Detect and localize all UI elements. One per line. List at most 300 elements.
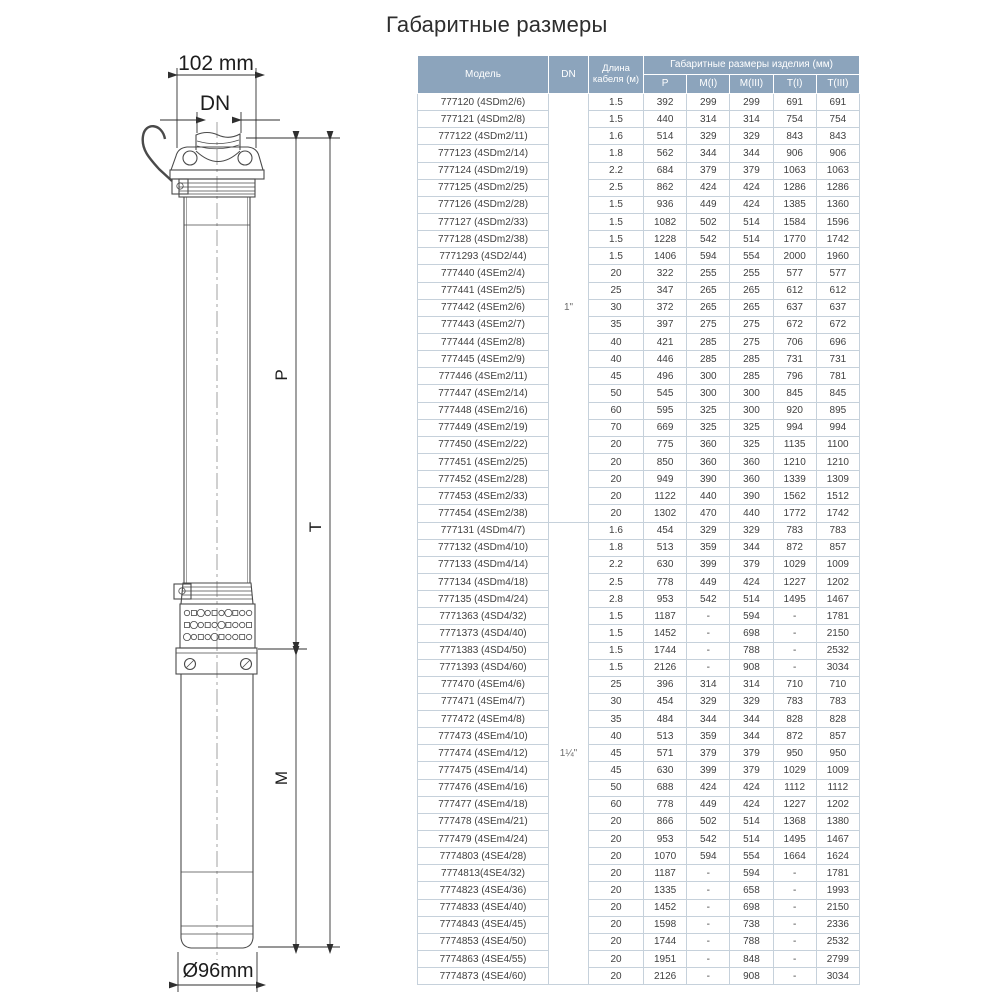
value-cell: 1009 (816, 556, 859, 573)
value-cell: 783 (816, 693, 859, 710)
value-cell: 542 (687, 231, 730, 248)
value-cell: 446 (644, 351, 687, 368)
header-dim-m1: M(I) (687, 75, 730, 94)
value-cell: 783 (816, 522, 859, 539)
value-cell: 542 (687, 591, 730, 608)
value-cell: 50 (589, 779, 644, 796)
model-cell: 777122 (4SDm2/11) (418, 128, 549, 145)
table-row (418, 505, 860, 522)
value-cell: 45 (589, 368, 644, 385)
value-cell: 3034 (816, 659, 859, 676)
value-cell: 3034 (816, 968, 859, 985)
value-cell: 360 (687, 436, 730, 453)
value-cell: 1.8 (589, 145, 644, 162)
value-cell: 696 (816, 333, 859, 350)
table-row (418, 968, 860, 985)
value-cell: 2126 (644, 659, 687, 676)
value-cell: 40 (589, 333, 644, 350)
value-cell: 2532 (816, 933, 859, 950)
model-cell: 7771373 (4SD4/40) (418, 625, 549, 642)
value-cell: 1.6 (589, 128, 644, 145)
value-cell: 754 (773, 111, 816, 128)
model-cell: 777476 (4SEm4/16) (418, 779, 549, 796)
table-row (418, 436, 860, 453)
value-cell: 1781 (816, 608, 859, 625)
value-cell: 710 (773, 676, 816, 693)
value-cell: 906 (773, 145, 816, 162)
value-cell: 783 (773, 522, 816, 539)
value-cell: 2150 (816, 899, 859, 916)
value-cell: - (773, 899, 816, 916)
value-cell: 20 (589, 436, 644, 453)
value-cell: 449 (687, 573, 730, 590)
label-dn: DN (199, 92, 231, 115)
value-cell: 60 (589, 402, 644, 419)
model-cell: 777470 (4SEm4/6) (418, 676, 549, 693)
value-cell: - (687, 899, 730, 916)
value-cell: 275 (730, 316, 773, 333)
value-cell: 1624 (816, 848, 859, 865)
value-cell: 594 (730, 865, 773, 882)
value-cell: 1.5 (589, 111, 644, 128)
value-cell: 275 (730, 333, 773, 350)
value-cell: 424 (730, 179, 773, 196)
value-cell: 731 (773, 351, 816, 368)
model-cell: 777450 (4SEm2/22) (418, 436, 549, 453)
model-cell: 7774863 (4SE4/55) (418, 951, 549, 968)
value-cell: 20 (589, 265, 644, 282)
value-cell: 392 (644, 94, 687, 111)
value-cell: 1227 (773, 796, 816, 813)
value-cell: 45 (589, 762, 644, 779)
value-cell: 788 (730, 933, 773, 950)
value-cell: 2.5 (589, 573, 644, 590)
dimension-labels (178, 52, 325, 982)
value-cell: 698 (730, 899, 773, 916)
value-cell: 1335 (644, 882, 687, 899)
page-title: Габаритные размеры (386, 12, 608, 37)
value-cell: 845 (816, 385, 859, 402)
value-cell: 390 (687, 471, 730, 488)
table-row (418, 848, 860, 865)
value-cell: 300 (687, 385, 730, 402)
value-cell: 1452 (644, 899, 687, 916)
value-cell: 781 (816, 368, 859, 385)
table-row (418, 728, 860, 745)
value-cell: 20 (589, 813, 644, 830)
value-cell: 299 (730, 94, 773, 111)
model-cell: 777451 (4SEm2/25) (418, 453, 549, 470)
value-cell: 399 (687, 762, 730, 779)
value-cell: 2799 (816, 951, 859, 968)
value-cell: 577 (773, 265, 816, 282)
table-row (418, 608, 860, 625)
table-row (418, 196, 860, 213)
value-cell: 329 (687, 693, 730, 710)
model-cell: 777444 (4SEm2/8) (418, 333, 549, 350)
header-model: Модель (418, 56, 549, 94)
model-cell: 777128 (4SDm2/38) (418, 231, 549, 248)
table-row (418, 282, 860, 299)
value-cell: 20 (589, 865, 644, 882)
table-row (418, 556, 860, 573)
value-cell: 329 (730, 693, 773, 710)
value-cell: 2.5 (589, 179, 644, 196)
value-cell: - (773, 951, 816, 968)
value-cell: 285 (687, 351, 730, 368)
value-cell: 845 (773, 385, 816, 402)
model-cell: 777126 (4SDm2/28) (418, 196, 549, 213)
value-cell: 2.2 (589, 556, 644, 573)
value-cell: 1598 (644, 916, 687, 933)
value-cell: 344 (730, 145, 773, 162)
table-row (418, 933, 860, 950)
model-cell: 777132 (4SDm4/10) (418, 539, 549, 556)
model-cell: 777448 (4SEm2/16) (418, 402, 549, 419)
value-cell: 1210 (816, 453, 859, 470)
value-cell: 1584 (773, 213, 816, 230)
value-cell: 379 (687, 162, 730, 179)
ear-hole-right (238, 151, 252, 165)
table-header (418, 56, 860, 94)
value-cell: 850 (644, 453, 687, 470)
value-cell: 265 (730, 282, 773, 299)
value-cell: 502 (687, 813, 730, 830)
value-cell: 502 (687, 213, 730, 230)
value-cell: 397 (644, 316, 687, 333)
value-cell: 424 (730, 796, 773, 813)
value-cell: 1.5 (589, 213, 644, 230)
value-cell: 862 (644, 179, 687, 196)
value-cell: 424 (730, 779, 773, 796)
value-cell: 1781 (816, 865, 859, 882)
value-cell: - (773, 933, 816, 950)
value-cell: 1.5 (589, 642, 644, 659)
dimensions-table (417, 55, 860, 985)
value-cell: 484 (644, 711, 687, 728)
value-cell: 360 (730, 453, 773, 470)
value-cell: 936 (644, 196, 687, 213)
table-row (418, 882, 860, 899)
value-cell: 796 (773, 368, 816, 385)
value-cell: 449 (687, 796, 730, 813)
value-cell: 594 (687, 248, 730, 265)
table-row (418, 831, 860, 848)
model-cell: 7774823 (4SE4/36) (418, 882, 549, 899)
value-cell: 300 (730, 402, 773, 419)
value-cell: 775 (644, 436, 687, 453)
value-cell: 554 (730, 248, 773, 265)
value-cell: 30 (589, 299, 644, 316)
value-cell: 1286 (773, 179, 816, 196)
value-cell: 440 (644, 111, 687, 128)
value-cell: - (773, 642, 816, 659)
value-cell: 344 (730, 539, 773, 556)
value-cell: 684 (644, 162, 687, 179)
model-cell: 777131 (4SDm4/7) (418, 522, 549, 539)
value-cell: 440 (687, 488, 730, 505)
value-cell: 1.8 (589, 539, 644, 556)
value-cell: 379 (730, 745, 773, 762)
model-cell: 777473 (4SEm4/10) (418, 728, 549, 745)
cable-clamp-top (172, 179, 188, 194)
value-cell: 698 (730, 625, 773, 642)
value-cell: 843 (816, 128, 859, 145)
table-row (418, 745, 860, 762)
value-cell: 20 (589, 951, 644, 968)
value-cell: 872 (773, 728, 816, 745)
value-cell: 953 (644, 831, 687, 848)
value-cell: 1227 (773, 573, 816, 590)
value-cell: 314 (687, 676, 730, 693)
value-cell: 1380 (816, 813, 859, 830)
value-cell: 1063 (773, 162, 816, 179)
value-cell: 1082 (644, 213, 687, 230)
value-cell: 470 (687, 505, 730, 522)
value-cell: 25 (589, 676, 644, 693)
value-cell: 325 (687, 419, 730, 436)
model-cell: 777477 (4SEm4/18) (418, 796, 549, 813)
value-cell: 1202 (816, 796, 859, 813)
value-cell: 344 (687, 711, 730, 728)
value-cell: - (687, 642, 730, 659)
value-cell: 872 (773, 539, 816, 556)
value-cell: 545 (644, 385, 687, 402)
value-cell: 1368 (773, 813, 816, 830)
model-cell: 777478 (4SEm4/21) (418, 813, 549, 830)
value-cell: 906 (816, 145, 859, 162)
value-cell: 1744 (644, 642, 687, 659)
model-cell: 777442 (4SEm2/6) (418, 299, 549, 316)
value-cell: 1029 (773, 762, 816, 779)
value-cell: 359 (687, 728, 730, 745)
value-cell: 1202 (816, 573, 859, 590)
value-cell: 2.2 (589, 162, 644, 179)
model-cell: 777124 (4SDm2/19) (418, 162, 549, 179)
value-cell: 1210 (773, 453, 816, 470)
value-cell: 691 (773, 94, 816, 111)
model-cell: 777452 (4SEm2/28) (418, 471, 549, 488)
table-row (418, 453, 860, 470)
pump-dimension-diagram (0, 0, 420, 1000)
value-cell: 669 (644, 419, 687, 436)
value-cell: 637 (816, 299, 859, 316)
value-cell: 1960 (816, 248, 859, 265)
value-cell: 630 (644, 762, 687, 779)
value-cell: 20 (589, 882, 644, 899)
value-cell: 379 (730, 762, 773, 779)
value-cell: 577 (816, 265, 859, 282)
value-cell: 672 (816, 316, 859, 333)
value-cell: 1112 (816, 779, 859, 796)
table-row (418, 693, 860, 710)
value-cell: 843 (773, 128, 816, 145)
value-cell: 513 (644, 539, 687, 556)
value-cell: - (687, 659, 730, 676)
label-t: T (306, 521, 325, 533)
value-cell: 275 (687, 316, 730, 333)
value-cell: 300 (687, 368, 730, 385)
value-cell: 1993 (816, 882, 859, 899)
model-cell: 777440 (4SEm2/4) (418, 265, 549, 282)
screen-holes (183, 609, 251, 640)
value-cell: 496 (644, 368, 687, 385)
table-row (418, 128, 860, 145)
value-cell: 866 (644, 813, 687, 830)
value-cell: 20 (589, 453, 644, 470)
model-cell: 777120 (4SDm2/6) (418, 94, 549, 111)
value-cell: 857 (816, 539, 859, 556)
value-cell: - (773, 865, 816, 882)
value-cell: 50 (589, 385, 644, 402)
table-row (418, 299, 860, 316)
header-dim-t1: T(I) (773, 75, 816, 94)
value-cell: 1.5 (589, 231, 644, 248)
value-cell: 828 (773, 711, 816, 728)
model-cell: 7771363 (4SD4/32) (418, 608, 549, 625)
value-cell: - (773, 625, 816, 642)
value-cell: 612 (816, 282, 859, 299)
value-cell: 754 (816, 111, 859, 128)
table-row (418, 488, 860, 505)
table-body (418, 94, 860, 985)
value-cell: 314 (730, 111, 773, 128)
value-cell: 1.5 (589, 94, 644, 111)
value-cell: 2150 (816, 625, 859, 642)
model-cell: 777121 (4SDm2/8) (418, 111, 549, 128)
value-cell: 1.5 (589, 196, 644, 213)
value-cell: 300 (730, 385, 773, 402)
value-cell: 20 (589, 899, 644, 916)
value-cell: 20 (589, 848, 644, 865)
table-row (418, 899, 860, 916)
table-row (418, 591, 860, 608)
table-row (418, 402, 860, 419)
model-cell: 777443 (4SEm2/7) (418, 316, 549, 333)
value-cell: 424 (730, 196, 773, 213)
value-cell: 514 (730, 591, 773, 608)
value-cell: 1360 (816, 196, 859, 213)
value-cell: 731 (816, 351, 859, 368)
value-cell: 1772 (773, 505, 816, 522)
table-row (418, 231, 860, 248)
table-row (418, 779, 860, 796)
value-cell: 783 (773, 693, 816, 710)
table-row (418, 522, 860, 539)
value-cell: 314 (730, 676, 773, 693)
value-cell: 299 (687, 94, 730, 111)
model-cell: 777472 (4SEm4/8) (418, 711, 549, 728)
model-cell: 777479 (4SEm4/24) (418, 831, 549, 848)
pump-outline (143, 126, 264, 948)
value-cell: 325 (687, 402, 730, 419)
value-cell: - (687, 865, 730, 882)
value-cell: 1339 (773, 471, 816, 488)
model-cell: 777127 (4SDm2/33) (418, 213, 549, 230)
value-cell: - (687, 968, 730, 985)
model-cell: 777133 (4SDm4/14) (418, 556, 549, 573)
value-cell: 424 (687, 779, 730, 796)
dimensions-table-container (417, 55, 860, 985)
value-cell: 314 (687, 111, 730, 128)
value-cell: 1742 (816, 231, 859, 248)
suction-screen (180, 604, 255, 648)
value-cell: 379 (730, 556, 773, 573)
value-cell: 329 (687, 128, 730, 145)
value-cell: 514 (730, 831, 773, 848)
value-cell: 1.5 (589, 625, 644, 642)
value-cell: 1.5 (589, 659, 644, 676)
label-m: M (272, 770, 291, 786)
value-cell: - (773, 608, 816, 625)
value-cell: 396 (644, 676, 687, 693)
header-dims-group: Габаритные размеры изделия (мм) (644, 56, 860, 75)
value-cell: 1112 (773, 779, 816, 796)
value-cell: 672 (773, 316, 816, 333)
table-row (418, 951, 860, 968)
ear-hole-left (183, 151, 197, 165)
value-cell: 514 (730, 231, 773, 248)
table-row (418, 916, 860, 933)
value-cell: 347 (644, 282, 687, 299)
value-cell: 630 (644, 556, 687, 573)
table-row (418, 762, 860, 779)
value-cell: 949 (644, 471, 687, 488)
model-cell: 777449 (4SEm2/19) (418, 419, 549, 436)
header-dim-t3: T(III) (816, 75, 859, 94)
model-cell: 7771293 (4SD2/44) (418, 248, 549, 265)
table-row (418, 368, 860, 385)
value-cell: 1070 (644, 848, 687, 865)
value-cell: 20 (589, 488, 644, 505)
value-cell: 953 (644, 591, 687, 608)
value-cell: 329 (687, 522, 730, 539)
label-bottom-diameter: Ø96mm (182, 960, 254, 982)
model-cell: 777474 (4SEm4/12) (418, 745, 549, 762)
value-cell: - (687, 882, 730, 899)
value-cell: 1951 (644, 951, 687, 968)
value-cell: 30 (589, 693, 644, 710)
header-dim-p: P (644, 75, 687, 94)
value-cell: 329 (730, 522, 773, 539)
model-cell: 7774853 (4SE4/50) (418, 933, 549, 950)
value-cell: 60 (589, 796, 644, 813)
value-cell: 285 (730, 351, 773, 368)
pump-body (184, 197, 250, 583)
value-cell: 344 (730, 728, 773, 745)
value-cell: 360 (687, 453, 730, 470)
model-cell: 7771383 (4SD4/50) (418, 642, 549, 659)
value-cell: 950 (773, 745, 816, 762)
value-cell: 2532 (816, 642, 859, 659)
value-cell: 612 (773, 282, 816, 299)
value-cell: 950 (816, 745, 859, 762)
value-cell: - (773, 968, 816, 985)
value-cell: 344 (730, 711, 773, 728)
value-cell: 322 (644, 265, 687, 282)
label-top-width: 102 mm (178, 52, 254, 75)
value-cell: - (687, 608, 730, 625)
value-cell: 994 (816, 419, 859, 436)
value-cell: 594 (730, 608, 773, 625)
value-cell: 1122 (644, 488, 687, 505)
model-cell: 777441 (4SEm2/5) (418, 282, 549, 299)
value-cell: 35 (589, 711, 644, 728)
value-cell: 1744 (644, 933, 687, 950)
value-cell: 513 (644, 728, 687, 745)
value-cell: 325 (730, 419, 773, 436)
value-cell: - (773, 659, 816, 676)
